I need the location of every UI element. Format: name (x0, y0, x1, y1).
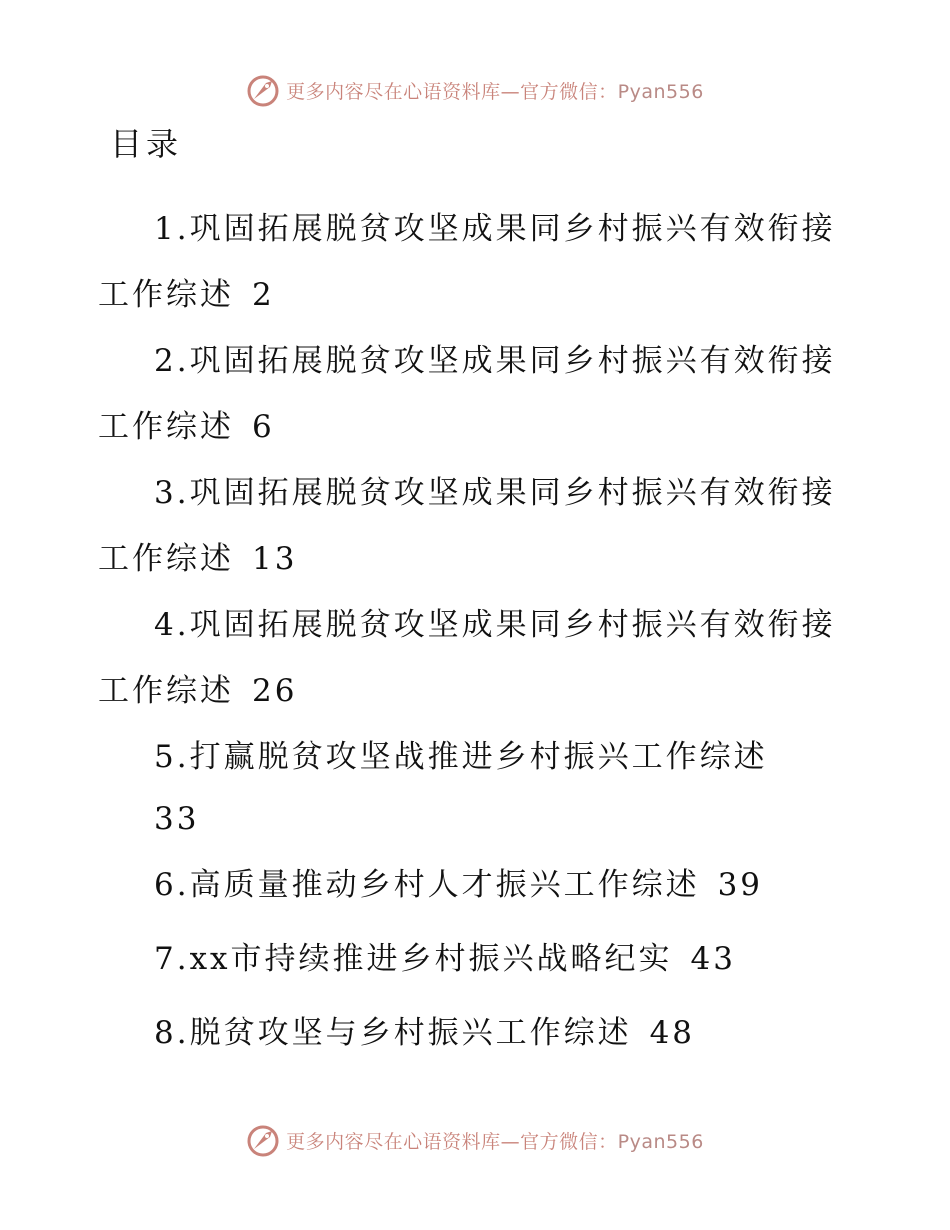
toc-item-page: 2 (252, 277, 275, 313)
table-of-contents (98, 196, 858, 1070)
toc-item-label: 4.巩固拓展脱贫攻坚成果同乡村振兴有效衔接工作综述 (98, 607, 836, 709)
watermark-account: Pyan556 (617, 1130, 704, 1153)
toc-item-label: 8.脱贫攻坚与乡村振兴工作综述 (154, 1015, 632, 1051)
pen-nib-logo-icon (246, 1123, 280, 1157)
toc-item-page: 26 (252, 673, 298, 709)
toc-item[interactable] (98, 460, 858, 592)
toc-item[interactable] (98, 848, 858, 922)
toc-item[interactable] (98, 922, 858, 996)
toc-item-page: 33 (154, 801, 200, 837)
toc-item-page: 39 (717, 867, 764, 903)
toc-item[interactable] (98, 328, 858, 460)
header-watermark (0, 70, 950, 110)
watermark-text: 更多内容尽在心语资料库—官方微信： (286, 1130, 618, 1153)
toc-item-page: 13 (252, 541, 298, 577)
toc-item-label: 1.巩固拓展脱贫攻坚成果同乡村振兴有效衔接工作综述 (98, 211, 836, 313)
toc-item-page: 48 (649, 1015, 696, 1051)
toc-item[interactable] (98, 996, 858, 1070)
toc-item-label: 3.巩固拓展脱贫攻坚成果同乡村振兴有效衔接工作综述 (98, 475, 836, 577)
toc-item[interactable] (98, 592, 858, 724)
footer-watermark (0, 1120, 950, 1160)
watermark-account: Pyan556 (617, 80, 704, 103)
toc-item[interactable] (98, 196, 858, 328)
toc-item-label: 6.高质量推动乡村人才振兴工作综述 (154, 867, 700, 903)
toc-item-page: 43 (690, 941, 736, 977)
toc-item-label: 7.xx市持续推进乡村振兴战略纪实 (154, 941, 673, 977)
pen-nib-logo-icon (246, 73, 280, 107)
toc-item[interactable] (98, 724, 858, 848)
watermark-text: 更多内容尽在心语资料库—官方微信： (286, 80, 618, 103)
toc-item-page: 6 (252, 409, 275, 445)
toc-title: 目录 (110, 125, 183, 163)
toc-item-label: 2.巩固拓展脱贫攻坚成果同乡村振兴有效衔接工作综述 (98, 343, 836, 445)
toc-item-label: 5.打赢脱贫攻坚战推进乡村振兴工作综述 (154, 739, 768, 775)
